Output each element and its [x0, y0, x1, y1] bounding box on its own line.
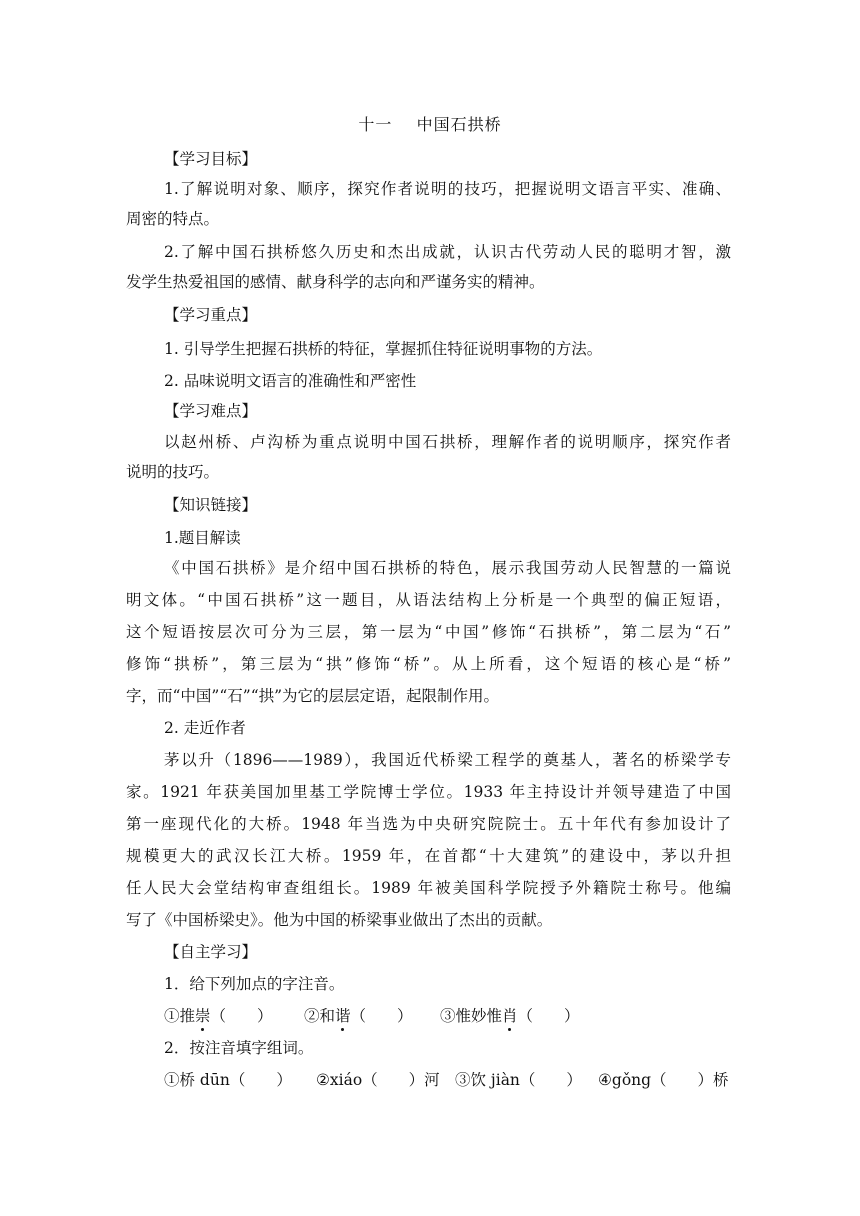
item-a-dotted-char: 崇	[195, 1007, 211, 1025]
item-c-blank: （ ）	[517, 1007, 580, 1025]
section-heading-difficulties: 【学习难点】	[164, 402, 258, 420]
question-1-item-a	[164, 1006, 273, 1026]
author-line-6: 写了《中国桥梁史》。他为中国的桥梁事业做出了杰出的贡献。	[126, 911, 553, 929]
goal-1-line-2: 周密的特点。	[126, 210, 220, 228]
author-line-2: 家。1921 年获美国加里基工学院博士学位。1933 年主持设计并领导建造了中国	[126, 783, 731, 801]
key-point-2: 2. 品味说明文语言的准确性和严密性	[164, 372, 417, 390]
section-heading-key-points: 【学习重点】	[164, 306, 258, 324]
author-line-4: 规模更大的武汉长江大桥。1959 年，在首都“十大建筑”的建设中，茅以升担	[126, 847, 731, 865]
goal-2-line-2: 发学生热爱祖国的感情、献身科学的志向和严谨务实的精神。	[126, 273, 545, 291]
difficulty-line-2: 说明的技巧。	[126, 463, 220, 481]
question-1-item-c	[440, 1006, 580, 1026]
item-b-blank: （ ）	[350, 1007, 413, 1025]
section-heading-knowledge: 【知识链接】	[164, 496, 258, 514]
interpretation-line-3: 这个短语按层次可分为三层，第一层为“中国”修饰“石拱桥”，第二层为“石”	[126, 623, 731, 641]
interpretation-line-1: 《中国石拱桥》是介绍中国石拱桥的特色，展示我国劳动人民智慧的一篇说	[164, 559, 731, 577]
question-2: 2．按注音填字组词。	[164, 1039, 314, 1057]
question-2-item-1: ①桥 dūn（ ）	[164, 1071, 292, 1089]
section-heading-self-study: 【自主学习】	[164, 943, 258, 961]
difficulty-line-1: 以赵州桥、卢沟桥为重点说明中国石拱桥，理解作者的说明顺序，探究作者	[164, 433, 731, 451]
item-b-dotted-char: 谐	[335, 1007, 351, 1025]
author-line-5: 任人民大会堂结构审查组组长。1989 年被美国科学院授予外籍院士称号。他编	[126, 879, 731, 897]
key-point-1: 1. 引导学生把握石拱桥的特征，掌握抓住特征说明事物的方法。	[164, 340, 603, 358]
item-a-prefix: ①推	[164, 1007, 196, 1025]
interpretation-line-4: 修饰“拱桥”，第三层为“拱”修饰“桥”。从上所看，这个短语的核心是“桥”	[126, 655, 731, 673]
question-1-item-b	[304, 1006, 413, 1026]
author-line-1: 茅以升（1896——1989），我国近代桥梁工程学的奠基人，著名的桥梁学专	[164, 751, 731, 769]
item-c-dotted-char: 肖	[502, 1007, 518, 1025]
subheading-title-interpretation: 1.题目解读	[164, 529, 241, 547]
item-b-prefix: ②和	[304, 1007, 336, 1025]
interpretation-line-2: 明文体。“中国石拱桥”这一题目，从语法结构上分析是一个典型的偏正短语，	[126, 591, 731, 609]
interpretation-line-5: 字，而“中国”“石”“拱”为它的层层定语，起限制作用。	[126, 687, 500, 705]
goal-2-line-1: 2.了解中国石拱桥悠久历史和杰出成就，认识古代劳动人民的聪明才智，激	[164, 243, 731, 261]
subheading-author: 2. 走近作者	[164, 719, 246, 737]
goal-1-line-1: 1.了解说明对象、顺序，探究作者说明的技巧，把握说明文语言平实、准确、	[164, 180, 731, 198]
author-line-3: 第一座现代化的大桥。1948 年当选为中央研究院院士。五十年代有参加设计了	[126, 815, 731, 833]
item-c-prefix: ③惟妙惟	[440, 1007, 503, 1025]
question-2-item-3: ③饮 jiàn（ ）	[455, 1071, 582, 1089]
question-1: 1．给下列加点的字注音。	[164, 975, 345, 993]
question-2-item-4: ④gǒng（ ）桥	[598, 1071, 729, 1089]
item-a-blank: （ ）	[210, 1007, 273, 1025]
question-2-item-2: ②xiáo（ ）河	[316, 1071, 440, 1089]
page-title: 十一 中国石拱桥	[358, 115, 502, 134]
section-heading-goals: 【学习目标】	[164, 150, 258, 168]
